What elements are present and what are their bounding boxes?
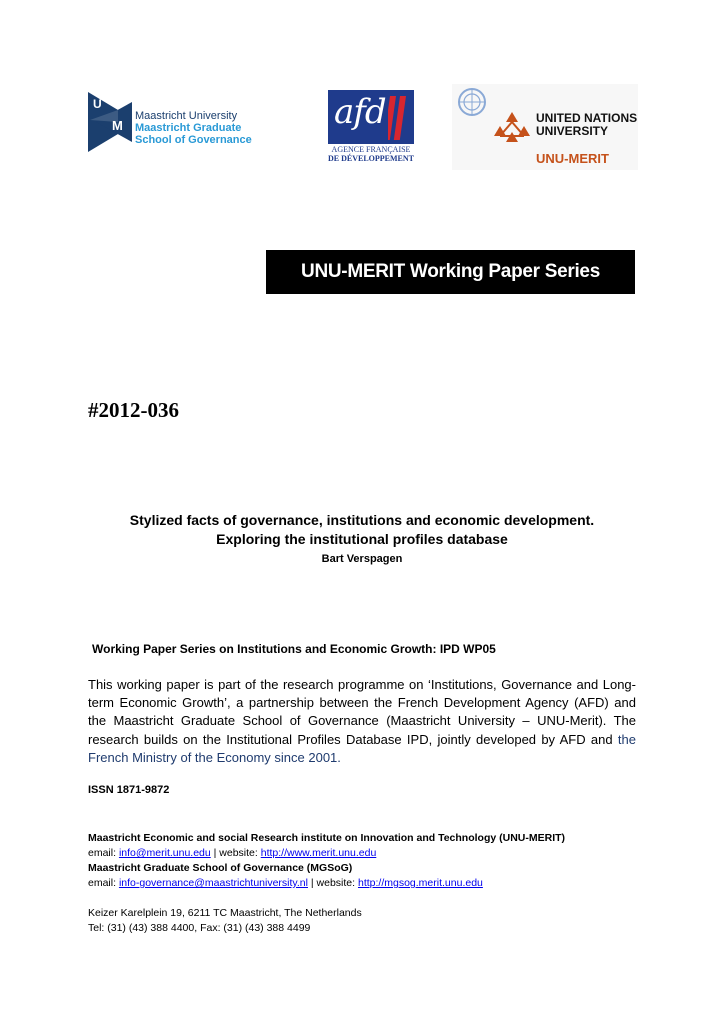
institution-1-email-link[interactable]: info@merit.unu.edu	[118, 847, 211, 859]
paper-number: #2012-036	[88, 398, 179, 422]
abstract-highlight: the French Ministry of the Economy since 2001.	[88, 731, 636, 765]
afd-wordmark: afd	[334, 92, 386, 132]
unu-line1: UNITED NATIONS	[536, 111, 638, 125]
afd-subtitle-1: AGENCE FRANÇAISE	[331, 145, 411, 154]
institution-2-website-link[interactable]: http://mgsog.merit.unu.edu	[357, 877, 483, 889]
institution-2-name: Maastricht Graduate School of Governance (MGSoG)	[88, 862, 353, 874]
mu-line1: Maastricht University	[135, 110, 238, 122]
address-line2: Tel: (31) (43) 388 4400, Fax: (31) (43) 388 4499	[88, 922, 311, 934]
paper-author: Bart Verspagen	[321, 553, 403, 565]
unu-line3: UNU-MERIT	[536, 151, 609, 166]
maastricht-logo	[88, 92, 288, 152]
afd-logo	[328, 90, 414, 168]
address-line1: Keizer Karelplein 19, 6211 TC Maastricht, The Netherlands	[88, 907, 362, 919]
series-line: Working Paper Series on Institutions and Economic Growth: IPD WP05	[92, 642, 496, 656]
issn: ISSN 1871-9872	[88, 784, 170, 796]
afd-box	[328, 90, 414, 144]
mu-mark-letter-u: U	[93, 97, 102, 111]
institution-1-website-link[interactable]: http://www.merit.unu.edu	[260, 847, 377, 859]
unu-merit-logo	[452, 84, 638, 170]
institution-2-website-label: | website:	[307, 877, 358, 889]
mu-line2: Maastricht Graduate	[135, 122, 242, 134]
series-banner-text: UNU-MERIT Working Paper Series	[301, 261, 600, 282]
maastricht-mark-icon	[88, 92, 134, 152]
abstract-main: This working paper is part of the research programme on ‘Institutions, Governance and Long-term Economic Growth’, a partnership between the French Development Agency (AFD) and the Maastricht Graduate School of Governance (Maastricht University – UNU-Merit). The research builds on the Institutional Profiles Database IPD, jointly developed by AFD and	[88, 677, 636, 747]
maastricht-logo-text	[135, 110, 252, 146]
institution-2-contact	[88, 876, 483, 891]
mu-mark-letter-m: M	[112, 118, 123, 133]
afd-subtitle-2: DE DÉVELOPPEMENT	[328, 154, 415, 163]
paper-title-line2: Exploring the institutional profiles database	[216, 531, 508, 547]
institution-1-website-label: | website:	[210, 847, 261, 859]
abstract-paragraph	[88, 676, 636, 767]
institution-2-email-label: email:	[88, 877, 119, 889]
paper-title-line1: Stylized facts of governance, institutions and economic development.	[129, 512, 595, 528]
un-emblem-icon	[456, 86, 488, 118]
institution-1-contact	[88, 846, 376, 861]
mu-line3: School of Governance	[135, 134, 252, 146]
institution-1-name: Maastricht Economic and social Research institute on Innovation and Technology (UNU-MERIT)	[88, 832, 566, 844]
institution-1-email-label: email:	[88, 847, 119, 859]
afd-stripes-icon	[388, 96, 410, 140]
series-banner	[266, 250, 635, 294]
unu-mark-icon	[492, 110, 532, 148]
unu-line2: UNIVERSITY	[536, 124, 609, 138]
institution-2-email-link[interactable]: info-governance@maastrichtuniversity.nl	[118, 877, 308, 889]
